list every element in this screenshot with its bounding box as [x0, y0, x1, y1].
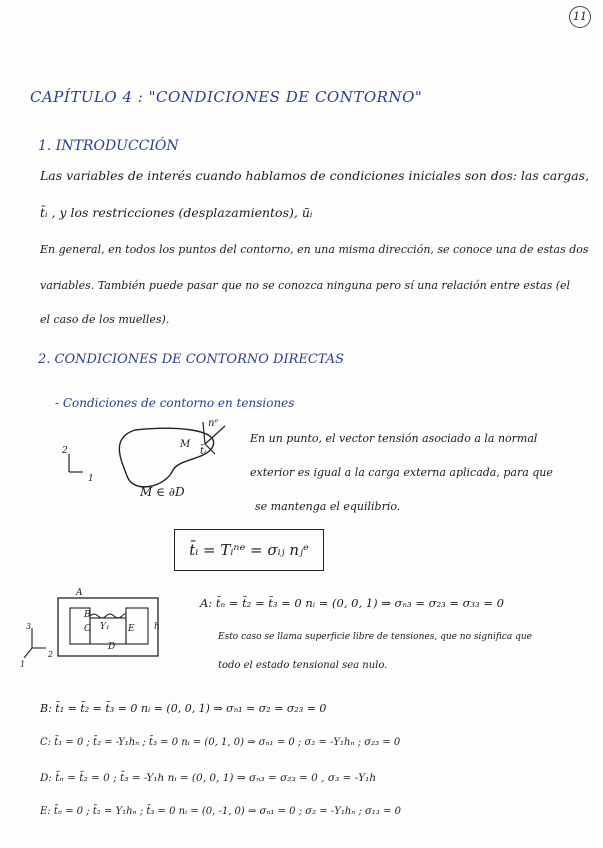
- chapter-title: CAPÍTULO 4 : "CONDICIONES DE CONTORNO": [30, 88, 423, 106]
- fig2-axis-3: 3: [26, 622, 32, 631]
- traction-desc-line1: En un punto, el vector tensión asociado a la normal: [250, 432, 538, 445]
- section-2-heading: 2. CONDICIONES DE CONTORNO DIRECTAS: [38, 352, 345, 367]
- traction-desc-line3: se mantenga el equilibrio.: [255, 500, 401, 513]
- condition-a: A: t̄ₙ = t̄₂ = t̄₃ = 0 nᵢ = (0, 0, 1) ⇒ σₙ₃ = σ₂₃ = σ₃₃ = 0: [200, 596, 504, 610]
- page-number: 11: [569, 6, 591, 28]
- point-d-label: D: [108, 642, 116, 652]
- intro-para2-line2: variables. También puede pasar que no se conozca ninguna pero sí una relación entre estas (el: [40, 279, 571, 292]
- condition-b: B: t̄₁ = t̄₂ = t̄₃ = 0 nᵢ = (0, 0, 1) ⇒ σₙ₁ = σ₂ = σ₂₃ = 0: [40, 702, 327, 715]
- free-surface-note-line2: todo el estado tensional sea nulo.: [218, 660, 388, 671]
- subsection-heading: - Condiciones de contorno en tensiones: [55, 396, 295, 410]
- axis-1-label: 1: [88, 474, 94, 484]
- intro-para1-line2: t̄ᵢ , y los restricciones (desplazamientos), ūᵢ: [40, 205, 313, 220]
- specific-weight-label: Y₁: [100, 622, 110, 632]
- condition-e: E: t̄ₙ = 0 ; t̄₂ = Y₁hₙ ; t̄₃ = 0 nᵢ = (0, -1, 0) ⇒ σₙ₁ = 0 ; σ₂ = -Y₁hₙ ; σ₁₃ = 0: [40, 806, 401, 817]
- height-label: h: [154, 622, 160, 632]
- intro-para1-line1: Las variables de interés cuando hablamos de condiciones iniciales son dos: las cargas,: [40, 168, 590, 183]
- traction-label: t̄ᵢ: [200, 446, 207, 457]
- boxed-equation: t̄ᵢ = Tᵢⁿᵉ = σᵢⱼ nⱼᵉ: [174, 529, 324, 571]
- point-b-label: B: [84, 610, 91, 620]
- axis-2-label: 2: [62, 446, 68, 456]
- point-m-label: M: [180, 439, 191, 450]
- point-c-label: C: [84, 624, 91, 634]
- boundary-point-label: M ∈ ∂D: [140, 485, 185, 499]
- normal-label: nᵉ: [208, 418, 219, 429]
- intro-para2-line3: el caso de los muelles).: [40, 313, 170, 326]
- condition-c: C: t̄₁ = 0 ; t̄₂ = -Y₁hₙ ; t̄₃ = 0 nᵢ = (0, 1, 0) ⇒ σₙ₁ = 0 ; σ₂ = -Y₁hₙ ; σ₂₃ = 0: [40, 737, 401, 748]
- fig2-axis-1: 1: [20, 660, 26, 669]
- free-surface-note-line1: Esto caso se llama superficie libre de tensiones, que no significa que: [218, 632, 532, 642]
- fig2-axis-2: 2: [48, 650, 54, 659]
- section-1-heading: 1. INTRODUCCIÓN: [38, 138, 179, 154]
- container-diagram: [18, 588, 168, 668]
- point-a-label: A: [76, 588, 83, 598]
- traction-desc-line2: exterior es igual a la carga externa aplicada, para que: [250, 466, 553, 479]
- intro-para2-line1: En general, en todos los puntos del contorno, en una misma dirección, se conoce una de estas dos: [40, 243, 589, 256]
- condition-d: D: t̄ₙ = t̄₂ = 0 ; t̄₃ = -Y₁h nᵢ = (0, 0, 1) ⇒ σₙ₃ = σ₂₃ = 0 , σ₃ = -Y₁h: [40, 772, 377, 784]
- point-e-label: E: [128, 624, 135, 634]
